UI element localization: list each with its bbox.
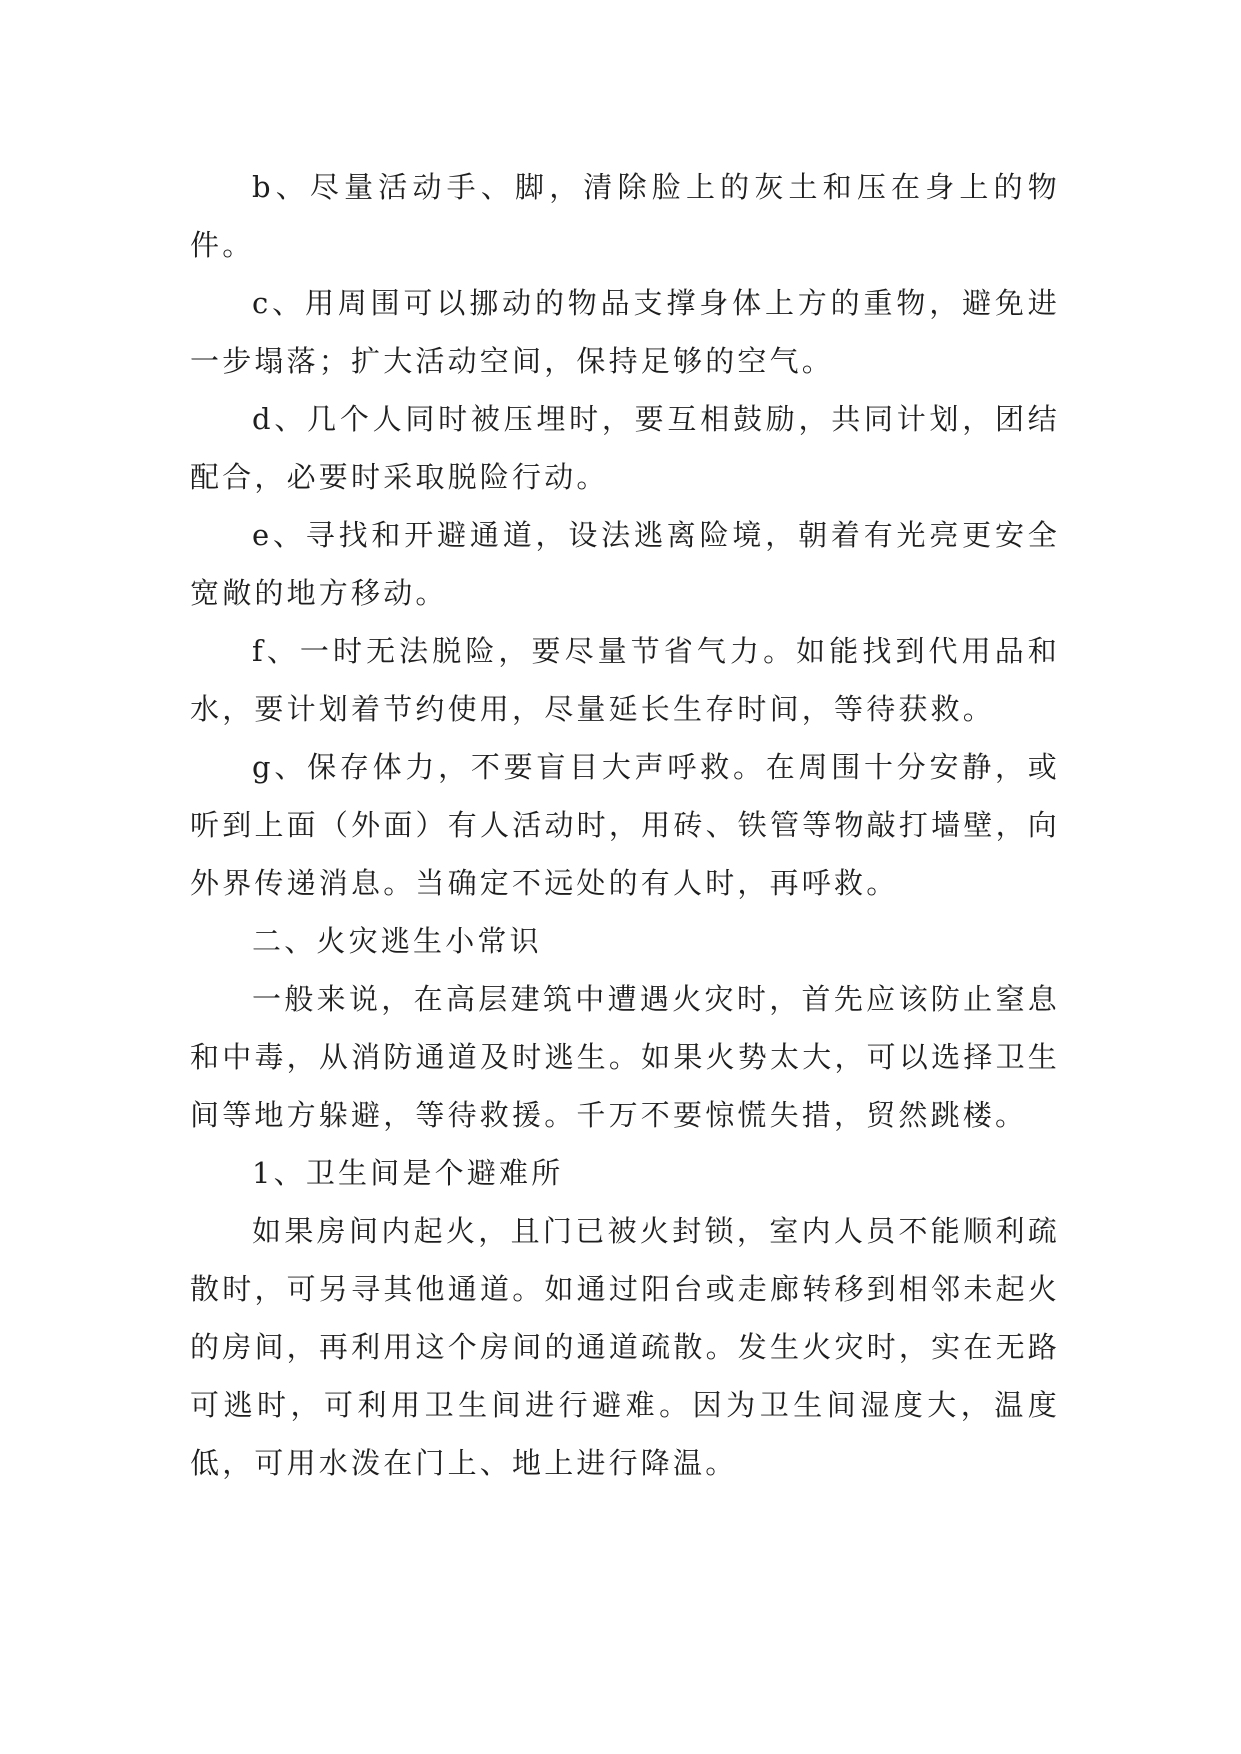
paragraph-fire-general: 一般来说，在高层建筑中遭遇火灾时，首先应该防止窒息和中毒，从消防通道及时逃生。如果火势太大，可以选择卫生间等地方躲避，等待救援。千万不要惊慌失措，贸然跳楼。: [190, 982, 1060, 1132]
section-heading-fire-escape: 二、火灾逃生小常识: [252, 924, 542, 958]
paragraph-e: e、寻找和开避通道，设法逃离险境，朝着有光亮更安全宽敞的地方移动。: [190, 518, 1060, 610]
paragraph-bathroom: 如果房间内起火，且门已被火封锁，室内人员不能顺利疏散时，可另寻其他通道。如通过阳台或走廊转移到相邻未起火的房间，再利用这个房间的通道疏散。发生火灾时，实在无路可逃时，可利用卫生间进行避难。因为卫生间湿度大，温度低，可用水泼在门上、地上进行降温。: [190, 1214, 1060, 1480]
paragraph-g: g、保存体力，不要盲目大声呼救。在周围十分安静，或听到上面（外面）有人活动时，用砖、铁管等物敲打墙壁，向外界传递消息。当确定不远处的有人时，再呼救。: [190, 750, 1060, 900]
paragraph-c: c、用周围可以挪动的物品支撑身体上方的重物，避免进一步塌落；扩大活动空间，保持足够的空气。: [190, 286, 1060, 378]
paragraph-d: d、几个人同时被压埋时，要互相鼓励，共同计划，团结配合，必要时采取脱险行动。: [190, 402, 1060, 494]
subheading-bathroom-shelter: 1、卫生间是个避难所: [252, 1156, 564, 1190]
document-body: [190, 158, 1060, 1492]
paragraph-b: b、尽量活动手、脚，清除脸上的灰土和压在身上的物件。: [190, 170, 1060, 262]
paragraph-f: f、一时无法脱险，要尽量节省气力。如能找到代用品和水，要计划着节约使用，尽量延长生存时间，等待获救。: [190, 634, 1060, 726]
